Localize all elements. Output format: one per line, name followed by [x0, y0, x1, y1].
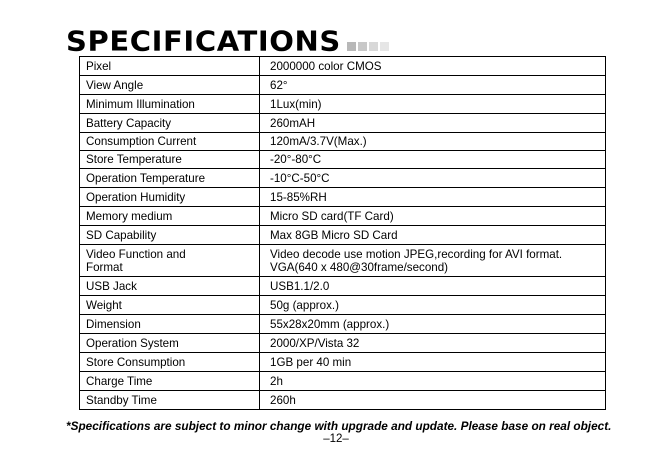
- spec-value: 55x28x20mm (approx.): [260, 315, 606, 334]
- table-row: [80, 188, 606, 207]
- spec-label: Operation Humidity: [80, 188, 260, 207]
- specifications-table: [79, 56, 606, 410]
- spec-value: USB1.1/2.0: [260, 277, 606, 296]
- table-row: [80, 372, 606, 391]
- spec-value: 2000000 color CMOS: [260, 57, 606, 76]
- spec-value: -10°C-50°C: [260, 169, 606, 188]
- spec-label: USB Jack: [80, 277, 260, 296]
- title-decoration: [347, 42, 389, 51]
- spec-value: 1Lux(min): [260, 95, 606, 114]
- table-row: [80, 133, 606, 151]
- spec-value: -20°-80°C: [260, 151, 606, 169]
- spec-value: 50g (approx.): [260, 296, 606, 315]
- spec-label: Dimension: [80, 315, 260, 334]
- spec-label: Charge Time: [80, 372, 260, 391]
- table-row: [80, 207, 606, 226]
- spec-label: Memory medium: [80, 207, 260, 226]
- table-row: [80, 114, 606, 133]
- spec-value: Video decode use motion JPEG,recording for AVI format. VGA(640 x 480@30frame/second): [260, 245, 606, 277]
- spec-value: 260mAH: [260, 114, 606, 133]
- decorative-square-icon: [358, 42, 367, 51]
- spec-value: 2h: [260, 372, 606, 391]
- spec-label: Operation System: [80, 334, 260, 353]
- spec-label: Store Consumption: [80, 353, 260, 372]
- spec-value: Max 8GB Micro SD Card: [260, 226, 606, 245]
- spec-label: Weight: [80, 296, 260, 315]
- table-row: [80, 169, 606, 188]
- spec-label: Minimum Illumination: [80, 95, 260, 114]
- table-row: [80, 151, 606, 169]
- table-row: [80, 76, 606, 95]
- table-row: [80, 57, 606, 76]
- spec-label: Operation Temperature: [80, 169, 260, 188]
- spec-label: Standby Time: [80, 391, 260, 410]
- spec-value: 1GB per 40 min: [260, 353, 606, 372]
- spec-label: Battery Capacity: [80, 114, 260, 133]
- disclaimer-note: *Specifications are subject to minor change with upgrade and update. Please base on real object.: [66, 419, 612, 433]
- spec-label: Video Function and Format: [80, 245, 260, 277]
- spec-label: SD Capability: [80, 226, 260, 245]
- table-row: [80, 315, 606, 334]
- decorative-square-icon: [347, 42, 356, 51]
- spec-label: Pixel: [80, 57, 260, 76]
- table-row: [80, 245, 606, 277]
- table-row: [80, 296, 606, 315]
- table-row: [80, 391, 606, 410]
- decorative-square-icon: [380, 42, 389, 51]
- table-row: [80, 277, 606, 296]
- spec-label: Consumption Current: [80, 133, 260, 151]
- spec-value: 62°: [260, 76, 606, 95]
- title-block: [66, 26, 389, 56]
- page-title: SPECIFICATIONS: [66, 24, 341, 58]
- table-row: [80, 334, 606, 353]
- page-number: –12–: [323, 433, 349, 445]
- spec-label: View Angle: [80, 76, 260, 95]
- decorative-square-icon: [369, 42, 378, 51]
- spec-value: 260h: [260, 391, 606, 410]
- spec-value: 2000/XP/Vista 32: [260, 334, 606, 353]
- table-row: [80, 353, 606, 372]
- spec-value: 15-85%RH: [260, 188, 606, 207]
- table-row: [80, 226, 606, 245]
- spec-label: Store Temperature: [80, 151, 260, 169]
- table-row: [80, 95, 606, 114]
- spec-value: Micro SD card(TF Card): [260, 207, 606, 226]
- spec-value: 120mA/3.7V(Max.): [260, 133, 606, 151]
